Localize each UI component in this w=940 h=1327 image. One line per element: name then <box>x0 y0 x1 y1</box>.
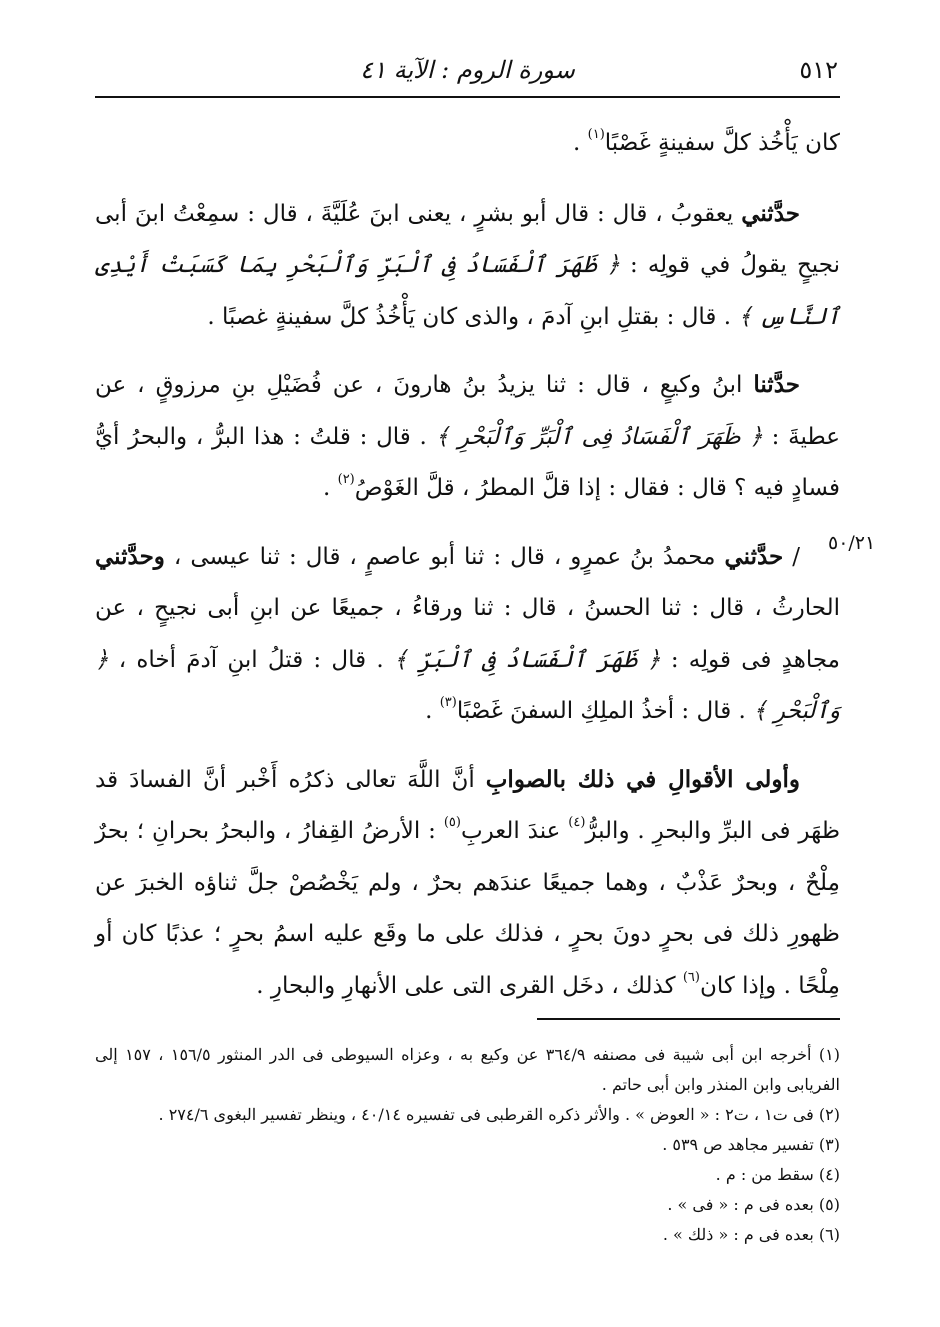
lead-word: حدَّثنا <box>753 371 800 398</box>
margin-reference: ٥٠/٢١ <box>828 532 876 554</box>
text-run: . قال : قلتُ : هذا البرُّ ، والبحرُ أيُّ فسادٍ فيه ؟ قال : فقال : إذا قلَّ المطرُ ، قلَّ الغَوْصُ <box>95 423 840 501</box>
footnote-ref[interactable]: (٢) <box>337 472 355 487</box>
main-text <box>95 118 840 1028</box>
paragraph-4 <box>95 531 840 738</box>
text-run: عندَ العربِ <box>460 818 569 844</box>
lead-word: وحدَّثني <box>95 542 165 570</box>
footnote-ref[interactable]: (١) <box>587 127 605 142</box>
text-run: الحارثُ ، قال : ثنا الحسنُ ، قال : ثنا ورقاءُ ، جميعًا عن ابنِ أبى نجيحٍ ، عن مجاهدٍ فى قولِه : <box>95 595 840 673</box>
text-run: كذلك ، دخَل القرى التى على الأنهارِ والبحارِ . <box>256 972 683 999</box>
text-run: محمدُ بنُ عمرٍو ، قال : ثنا أبو عاصمٍ ، قال : ثنا عيسى ، <box>164 543 725 570</box>
footnote-ref[interactable]: (٦) <box>682 969 700 985</box>
page-header <box>95 50 840 92</box>
text-run: يعقوبُ ، قال : قال أبو بشرٍ ، يعنى ابنَ عُلَيَّةَ ، قال : سمِعْتُ ابنَ أبى نجيحٍ يقولُ في قولِه : <box>95 200 840 278</box>
text-run: . قال : بقتلِ ابنِ آدمَ ، والذى كان يَأْخُذُ كلَّ سفينةٍ غصبًا . <box>207 303 739 330</box>
text-run: . قال : قتلُ ابنِ آدمَ أخاه ، <box>108 646 394 673</box>
lead-word: حدَّثني <box>741 199 800 227</box>
paragraph-2 <box>95 188 840 344</box>
footnote-1: (١) أخرجه ابن أبى شيبة فى مصنفه ٣٦٤/٩ عن وكيع به ، وعزاه السيوطى فى الدر المنثور ١٥٦/٥ ، ١٥٧ إلى الفريابى وابن المنذر وابن أبى حاتم . <box>95 1045 840 1094</box>
header-rule <box>95 96 840 98</box>
footnote-rule <box>537 1018 840 1020</box>
footnote-2: (٢) فى ت١ ، ت٢ : « العوض » . والأثر ذكره القرطبى فى تفسيره ٤٠/١٤ ، وينظر تفسير البغوى ٢٧٤/٦ . <box>158 1105 840 1124</box>
footnote-5: (٥) بعده فى م : « فى » . <box>667 1195 840 1214</box>
paragraph-5 <box>95 754 840 1013</box>
footnote-6: (٦) بعده فى م : « ذلك » . <box>662 1225 840 1244</box>
lead-word: وأولى الأقوالِ في ذلك بالصوابِ <box>485 765 800 793</box>
footnote-ref[interactable]: (٤) <box>568 815 586 830</box>
lead-word: حدَّثني <box>724 542 784 570</box>
footnote-4: (٤) سقط من : م . <box>715 1165 840 1184</box>
quran-quote: ﴿ ظَهَرَ ٱلْفَسَادُ فِى ٱلْبَرِّ ﴾ <box>393 646 661 673</box>
slash-marker: / <box>783 543 801 570</box>
text-run: كان يَأْخُذ كلَّ سفينةٍ غَصْبًا <box>604 130 840 156</box>
text-run: ابنُ وكيعٍ ، قال : ثنا يزيدُ بنُ هارونَ ، عن فُضَيْلِ بنِ مرزوقٍ ، عن عطيةَ : <box>95 372 841 450</box>
running-title: سورة الروم : الآية ٤١ <box>360 56 575 84</box>
text-run: . <box>425 698 440 724</box>
quran-quote: ﴿ ظَهَرَ ٱلْفَسَادُ فِى ٱلْبَرِّ وَٱلْبَحْرِ بِمَا كَسَبَتْ أَيْدِى ٱلنَّاسِ ﴾ <box>95 252 840 330</box>
quran-quote: ﴿ وَٱلْبَحْرِ ﴾ <box>95 646 840 724</box>
paragraph-3 <box>95 359 840 515</box>
text-run: أنَّ اللَّهَ تعالى ذكرُه أَخْبر أنَّ الفسادَ قد ظهَر فى البرِّ والبحرِ . والبرُّ <box>95 766 840 844</box>
footnotes <box>95 1040 840 1250</box>
quran-quote: ﴿ ظَهَرَ ٱلْفَسَادُ فِى ٱلْبَرِّ وَٱلْبَحْرِ ﴾ <box>435 423 763 450</box>
text-run: . <box>573 130 588 156</box>
page-number: ٥١٢ <box>799 56 838 84</box>
text-run: : الأرضُ القِفارُ ، والبحرُ بحرانِ ؛ بحرٌ مِلْحٌ ، وبحرٌ عَذْبٌ ، وهما جميعًا عندَهم بحرٌ ، ولم يَخْصُصْ جلَّ ثناؤه الخبرَ عن ظهورِ ذلك فى بحرٍ دونَ بحرٍ ، فذلك على ما وقَع عليه اسمُ بحرٍ ؛ عذبًا كان أو مِلْحًا . وإذا كان <box>95 818 840 999</box>
footnote-3: (٣) تفسير مجاهد ص ٥٣٩ . <box>662 1135 840 1154</box>
footnote-ref[interactable]: (٥) <box>443 815 461 830</box>
text-run: . <box>322 475 338 501</box>
paragraph-1 <box>95 118 840 170</box>
footnote-ref[interactable]: (٣) <box>439 695 457 710</box>
text-run: . قال : أخذُ الملِكِ السفنَ غَصْبًا <box>456 698 754 724</box>
